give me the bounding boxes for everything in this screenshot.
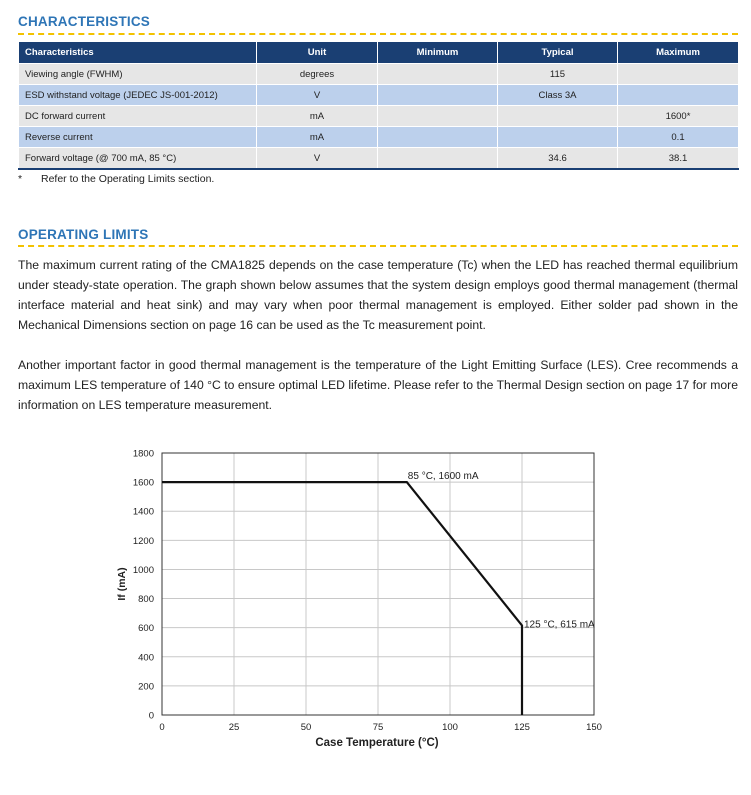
y-tick-label: 800 [138, 594, 154, 606]
header-characteristics: Characteristics [19, 42, 257, 64]
row-typical [498, 127, 618, 148]
table-row [19, 85, 739, 106]
derating-chart [0, 440, 751, 760]
row-typical: 115 [498, 64, 618, 85]
row-maximum [618, 85, 739, 106]
header-unit: Unit [257, 42, 378, 64]
header-maximum: Maximum [618, 42, 739, 64]
chart-ticks [133, 449, 602, 734]
operating-limits-paragraph-1: The maximum current rating of the CMA1825 depends on the case temperature (Tc) when the LED has reached thermal equilibrium under steady-state operation. The graph shown below assumes that the system design employs good thermal management (thermal interface material and heat sink) and may vary when poor thermal management is employed. Either solder pad shown in the Mechanical Dimensions section on page 16 can be used as the Tc measurement point. [18, 258, 738, 332]
row-characteristic: ESD withstand voltage (JEDEC JS-001-2012) [19, 85, 257, 106]
operating-limits-paragraph-2: Another important factor in good thermal management is the temperature of the Light Emitting Surface (LES). Cree recommends a maximum LES temperature of 140 °C to ensure optimal LED lifetime. Please refer to the Thermal Design section on page 17 for more information on LES temperature measurement. [18, 358, 738, 412]
operating-limits-title-rule [18, 245, 738, 247]
row-characteristic: DC forward current [19, 106, 257, 127]
characteristics-title-rule [18, 33, 738, 35]
row-typical: 34.6 [498, 148, 618, 170]
characteristics-title: CHARACTERISTICS [18, 14, 151, 29]
y-tick-label: 1200 [132, 535, 154, 547]
row-minimum [378, 127, 498, 148]
y-tick-label: 200 [138, 681, 154, 693]
x-tick-label: 75 [372, 722, 384, 733]
x-tick-label: 100 [442, 722, 458, 733]
y-tick-label: 1400 [132, 506, 154, 518]
y-axis-label: If (mA) [116, 567, 128, 601]
y-tick-label: 1800 [132, 448, 154, 460]
footnote-mark: * [18, 173, 23, 185]
row-characteristic: Viewing angle (FWHM) [19, 64, 257, 85]
row-minimum [378, 85, 498, 106]
row-unit: degrees [257, 64, 378, 85]
row-unit: V [257, 148, 378, 170]
y-tick-label: 600 [138, 623, 154, 635]
row-minimum [378, 148, 498, 170]
characteristics-table [18, 41, 739, 170]
footnote-text: Refer to the Operating Limits section. [41, 173, 215, 185]
x-tick-label: 0 [159, 722, 165, 733]
header-minimum: Minimum [378, 42, 498, 64]
table-header-row [19, 42, 739, 64]
table-row [19, 148, 739, 170]
operating-limits-title: OPERATING LIMITS [18, 227, 149, 242]
x-tick-label: 150 [586, 722, 602, 733]
y-tick-label: 1000 [132, 564, 154, 576]
row-maximum: 38.1 [618, 148, 739, 170]
x-tick-label: 50 [300, 722, 312, 733]
annotation-label: 85 °C, 1600 mA [407, 471, 479, 483]
row-typical [498, 106, 618, 127]
row-maximum: 0.1 [618, 127, 739, 148]
row-unit: mA [257, 127, 378, 148]
row-maximum [618, 64, 739, 85]
row-unit: mA [257, 106, 378, 127]
x-axis-label: Case Temperature (°C) [315, 737, 439, 749]
x-tick-label: 125 [514, 722, 530, 733]
footnote [18, 173, 214, 185]
table-row [19, 64, 739, 85]
row-minimum [378, 64, 498, 85]
chart-annotations [408, 471, 595, 630]
annotation-label: 125 °C, 615 mA [524, 619, 595, 631]
row-minimum [378, 106, 498, 127]
header-typical: Typical [498, 42, 618, 64]
table-row [19, 106, 739, 127]
row-characteristic: Forward voltage (@ 700 mA, 85 °C) [19, 148, 257, 170]
row-typical: Class 3A [498, 85, 618, 106]
x-tick-label: 25 [228, 722, 240, 733]
y-tick-label: 400 [138, 652, 154, 664]
row-unit: V [257, 85, 378, 106]
y-tick-label: 1600 [132, 477, 154, 489]
table-row [19, 127, 739, 148]
row-characteristic: Reverse current [19, 127, 257, 148]
y-tick-label: 0 [148, 710, 154, 722]
row-maximum: 1600* [618, 106, 739, 127]
chart-grid [162, 453, 594, 715]
